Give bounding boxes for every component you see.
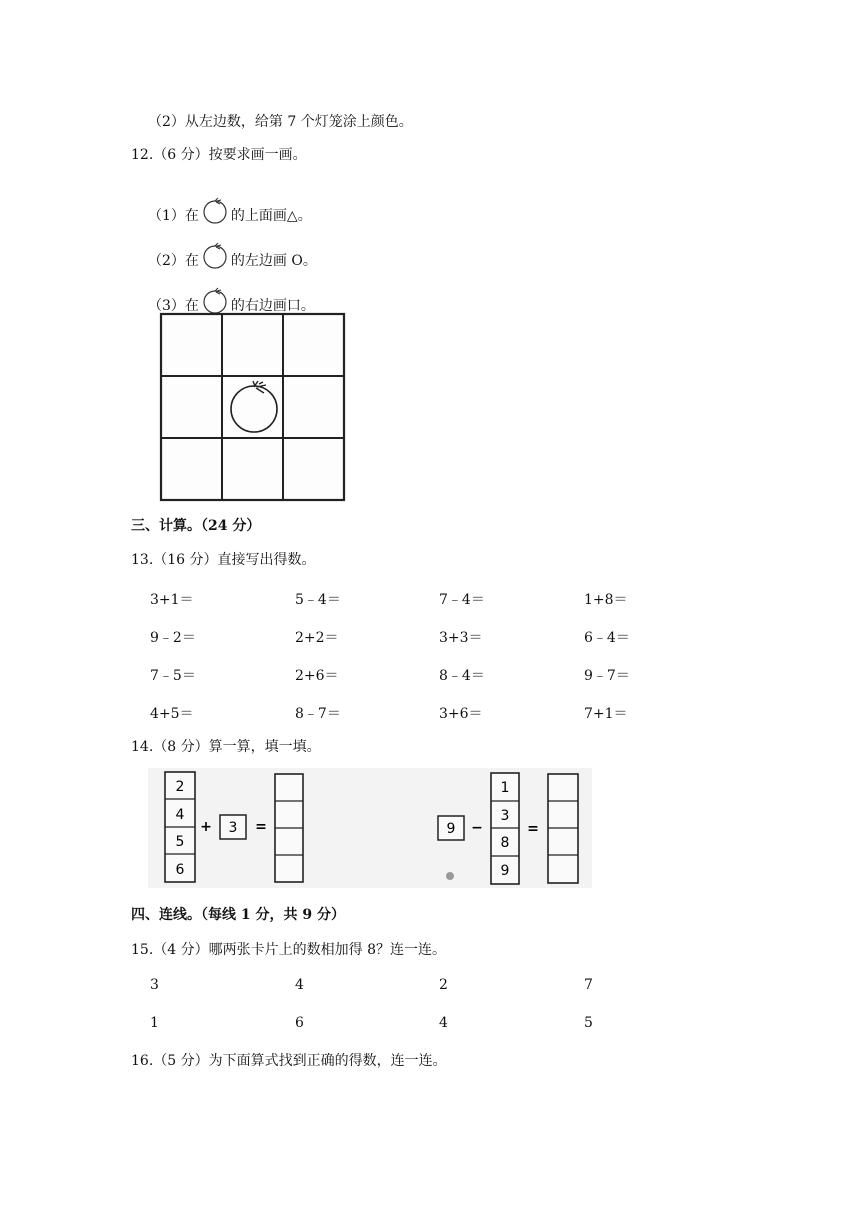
q12-part2	[148, 241, 317, 271]
q15-card-bottom: 4	[439, 1015, 448, 1031]
q12-part3-pre: （3）在	[148, 298, 199, 314]
calc-item: 9﹣7＝	[584, 668, 630, 684]
q14-figure	[148, 768, 592, 888]
calc-item: 6﹣4＝	[584, 630, 630, 646]
q15-card-top: 4	[295, 977, 304, 993]
q14-left-value: 4	[175, 807, 185, 823]
q14-left-value: 6	[175, 862, 185, 878]
section4-heading: 四、连线。（每线 1 分，共 9 分）	[131, 907, 345, 923]
tomato-icon	[199, 196, 231, 224]
tomato-icon	[199, 286, 231, 314]
q13-title: 13.（16 分）直接写出得数。	[131, 552, 316, 568]
calc-item: 2+6＝	[295, 668, 339, 684]
q11-part2: （2）从左边数，给第 7 个灯笼涂上颜色。	[148, 114, 413, 130]
q15-title: 15.（4 分）哪两张卡片上的数相加得 8？连一连。	[131, 942, 446, 958]
q15-card-bottom: 5	[584, 1015, 593, 1031]
q14-title: 14.（8 分）算一算，填一填。	[131, 739, 321, 755]
q14-left-value: 5	[175, 834, 185, 850]
q14-equals: =	[255, 819, 267, 835]
q14-left-value: 2	[175, 779, 185, 795]
q14-right-value: 9	[500, 863, 510, 879]
q15-card-top: 7	[584, 977, 593, 993]
q14-right-value: 8	[500, 835, 510, 851]
q16-title: 16.（5 分）为下面算式找到正确的得数，连一连。	[131, 1053, 447, 1069]
q15-card-top: 2	[439, 977, 448, 993]
q14-right-value: 1	[500, 780, 510, 796]
smudge-dot	[446, 872, 454, 880]
calc-item: 3+1＝	[150, 592, 194, 608]
q14-plus-sign: +	[200, 819, 212, 835]
section3-heading: 三、计算。（24 分）	[131, 518, 261, 534]
q14-right-operand: 9	[446, 821, 456, 837]
q15-card-top: 3	[150, 977, 159, 993]
q12-part1-post: 的上面画△。	[230, 208, 312, 224]
q15-card-bottom: 1	[150, 1015, 159, 1031]
calc-item: 8﹣7＝	[295, 706, 341, 722]
q12-part1	[148, 196, 312, 226]
q14-minus-sign: −	[471, 820, 483, 836]
q14-right-value: 3	[500, 808, 510, 824]
calc-item: 7﹣4＝	[439, 592, 485, 608]
calc-item: 9﹣2＝	[150, 630, 196, 646]
calc-item: 7+1＝	[584, 706, 628, 722]
calc-item: 1+8＝	[584, 592, 628, 608]
q15-card-bottom: 6	[295, 1015, 304, 1031]
q12-part3-post: 的右边画口。	[230, 298, 315, 314]
calc-item: 8﹣4＝	[439, 668, 485, 684]
calc-item: 7﹣5＝	[150, 668, 196, 684]
calc-item: 3+3＝	[439, 630, 483, 646]
calc-item: 4+5＝	[150, 706, 194, 722]
q14-left-operand: 3	[228, 820, 238, 836]
tomato-icon	[199, 241, 231, 269]
q14-equals: =	[527, 821, 539, 837]
drawing-grid	[156, 311, 350, 505]
q12-title: 12.（6 分）按要求画一画。	[131, 147, 307, 163]
calc-item: 5﹣4＝	[295, 592, 341, 608]
calc-item: 2+2＝	[295, 630, 339, 646]
q12-part2-post: 的左边画 O。	[230, 253, 317, 269]
q12-part1-pre: （1）在	[148, 208, 199, 224]
q12-part2-pre: （2）在	[148, 253, 199, 269]
calc-item: 3+6＝	[439, 706, 483, 722]
